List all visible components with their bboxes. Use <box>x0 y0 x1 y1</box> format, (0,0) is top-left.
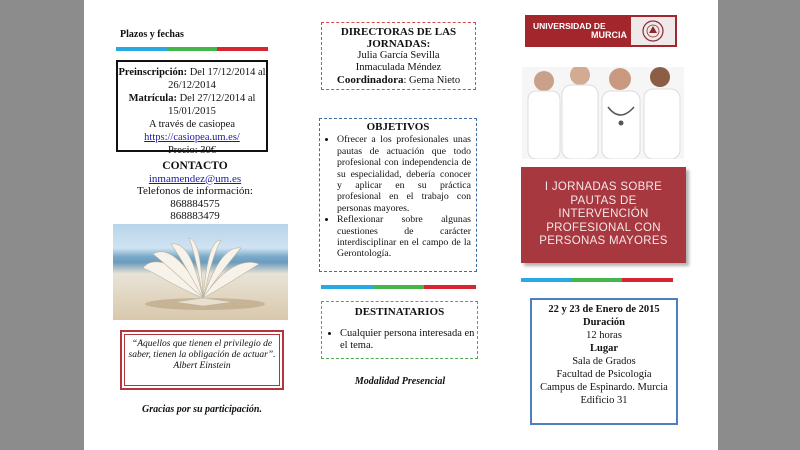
objetivos-box <box>319 118 477 272</box>
color-bar <box>116 47 268 51</box>
matricula-value: Del 27/12/2014 al 15/01/2015 <box>168 93 256 117</box>
objetivo-item: • Ofrecer a los profesionales unas pautas de actuación que todo profesional con independencia de su especialidad, debería conocer y aplicar en su práctica profesional en el trabajo con personas mayores. <box>337 134 471 214</box>
destinatarios-box <box>321 301 478 359</box>
contact-section <box>110 160 280 223</box>
coordinadora-label: Coordinadora <box>336 74 404 86</box>
casiopea-link[interactable]: https://casiopea.um.es/ <box>144 132 240 143</box>
directoras-box <box>321 22 476 90</box>
logo-line2: MURCIA <box>591 30 627 40</box>
coordinadora-value: : Gema Nieto <box>403 75 461 86</box>
phone-number: 868883479 <box>170 210 220 222</box>
color-bar <box>521 278 673 282</box>
phones-label: Telefonos de información: <box>137 185 253 197</box>
modalidad-text: Modalidad Presencial <box>354 376 446 387</box>
university-logo <box>525 15 677 47</box>
lugar-line: Campus de Espinardo. Murcia <box>540 382 668 393</box>
preinscripcion-value: Del 17/12/2014 al 26/12/2014 <box>168 67 266 91</box>
lugar-line: Facultad de Psicología <box>556 369 652 380</box>
lugar-label: Lugar <box>589 343 618 354</box>
nurses-photo <box>522 67 684 159</box>
dates-box <box>116 60 268 156</box>
preinscripcion-label: Preinscripción: <box>118 67 188 78</box>
lugar-line: Sala de Grados <box>572 356 636 367</box>
event-dates: 22 y 23 de Enero de 2015 <box>548 304 660 315</box>
duracion-value: 12 horas <box>586 330 622 341</box>
precio-text: Precio: 30€ <box>167 145 217 156</box>
university-seal-icon <box>631 17 675 45</box>
directora-name: Julia García Sevilla <box>357 50 440 61</box>
event-title: I JORNADAS SOBRE PAUTAS DE INTERVENCIÓN PROFESIONAL CON PERSONAS MAYORES <box>539 181 668 248</box>
quote-text: “Aquellos que tienen el privilegio de saber, tienen la obligación de actuar”. <box>128 339 276 360</box>
thanks-text: Gracias por su participación. <box>141 404 262 415</box>
quote-author: Albert Einstein <box>173 361 231 371</box>
book-on-beach-image <box>113 224 288 320</box>
phone-number: 868884575 <box>170 197 220 210</box>
color-bar <box>321 285 476 289</box>
logo-line1: UNIVERSIDAD DE <box>533 21 606 31</box>
brochure-page <box>84 0 718 450</box>
directoras-title: DIRECTORAS DE LAS JORNADAS: <box>340 26 457 50</box>
quote-box <box>120 330 284 390</box>
event-title-box <box>521 167 686 263</box>
contact-email-link[interactable]: inmamendez@um.es <box>148 172 242 185</box>
event-info-box <box>530 298 678 425</box>
duracion-label: Duración <box>583 317 625 328</box>
plazos-title: Plazos y fechas <box>120 29 184 40</box>
matricula-label: Matrícula: <box>128 93 177 104</box>
destinatarios-title: DESTINATARIOS <box>354 306 445 318</box>
objetivo-item: • Reflexionar sobre algunas cuestiones de carácter interdisciplinar en el campo de la Gerontología. <box>337 214 471 260</box>
contact-title: CONTACTO <box>162 160 228 172</box>
objetivos-title: OBJETIVOS <box>366 121 430 133</box>
via-text: A través de casiopea <box>148 119 235 130</box>
destinatario-item: • Cualquier persona interesada en el tema. <box>340 328 477 352</box>
directora-name: Inmaculada Méndez <box>355 62 442 73</box>
lugar-line: Edificio 31 <box>580 395 628 406</box>
